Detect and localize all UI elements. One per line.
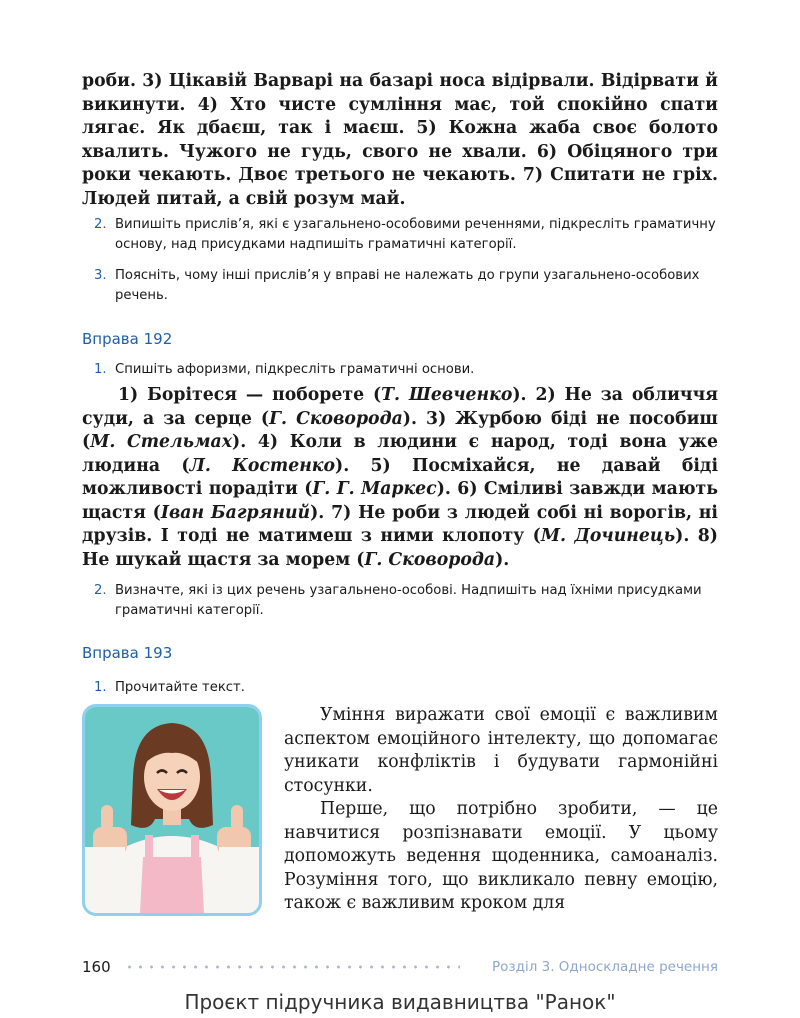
task-text: Визначте, які із цих речень узагальнено-особові. Надпишіть над їхніми присудками граматичні категорії. [115,583,702,618]
author: Іван Багряний [160,502,311,523]
task-text: Прочитайте текст. [115,680,245,695]
exercise-heading-192: Вправа 192 [82,330,173,348]
author: Г. Г. Маркес [312,479,437,499]
task-text: Поясніть, чому інші прислів’я у вправі не належать до групи узагальнено-особових речень. [115,268,700,303]
reading-paragraph: Уміння виражати свої емоції є важливим аспектом емоційного інтелекту, що допомагає уникати конфліктів і будувати гармонійні стосунки. [284,705,718,796]
task-item [94,678,718,698]
task-number: 2. [94,583,107,598]
task-text: Спишіть афоризми, підкресліть граматичні основи. [115,362,475,377]
author: Г. Сковорода [269,408,403,429]
exercise-heading-193: Вправа 193 [82,644,173,662]
task-item [94,581,718,621]
reading-paragraph: Перше, що потрібно зробити, — це навчитися розпізнавати емоції. У цьому допоможуть ведення щоденника, самоаналіз. Розуміння того, що викликало певну емоцію, також є важливим кроком для [284,799,718,913]
task-item [94,215,718,255]
author: Т. Шевченко [381,385,513,405]
author: Л. Костенко [189,455,336,476]
proverbs-paragraph [82,70,718,211]
task-number: 1. [94,680,107,695]
task-item [94,266,718,306]
task-item [94,360,718,380]
task-number: 3. [94,268,107,283]
aphorisms-paragraph: 1) Борітеся — поборете (Т. Шевченко). 2) Не за обличчя суди, а за серце (Г. Сковорода). 3) Журбою біді не пособиш (М. Стельмах). 4) Коли в людини є народ, тоді вона уже людина (Л. Костенко). 5) Посміхайся, не давай біді можливості порадіти (Г. Г. Маркес). 6) Сміливі завжди мають щастя (Іван Багряний). 7) Не роби з людей собі ні ворогів, ні друзів. І тоді не матимеш з ними клопоту (М. Дочинець). 8) Не шукай щастя за морем (Г. Сковорода). [82,385,719,570]
task-text: Випишіть прислів’я, які є узагальнено-особовими реченнями, підкресліть граматичну основу, над присудками надпишіть граматичні категорії. [115,217,716,252]
author: Г. Сковорода [364,549,496,570]
section-title: Розділ 3. Односкладне речення [492,959,718,975]
girl-thumbs-up-photo [82,704,262,916]
reading-text [284,704,718,916]
task-number: 1. [94,362,107,377]
author: М. Дочинець [540,526,676,546]
author: М. Стельмах [90,432,233,452]
task-number: 2. [94,217,107,232]
proverbs-text: роби. 3) Цікавій Варварі на базарі носа відірвали. Відірвати й викинути. 4) Хто чисте сумління має, той спокійно спати лягає. Як дбаєш, так і маєш. 5) Кожна жаба своє болото хвалить. Чужого не гудь, свого не хвали. 6) Обіцяного три роки чекають. Двоє третього не чекають. 7) Спитати не гріх. Людей питай, а свій розум май. [82,71,718,209]
page-number: 160 [82,958,111,976]
draft-watermark: Проєкт підручника видавництва "Ранок" [184,990,616,1014]
footer-dotted-rule [124,960,460,974]
